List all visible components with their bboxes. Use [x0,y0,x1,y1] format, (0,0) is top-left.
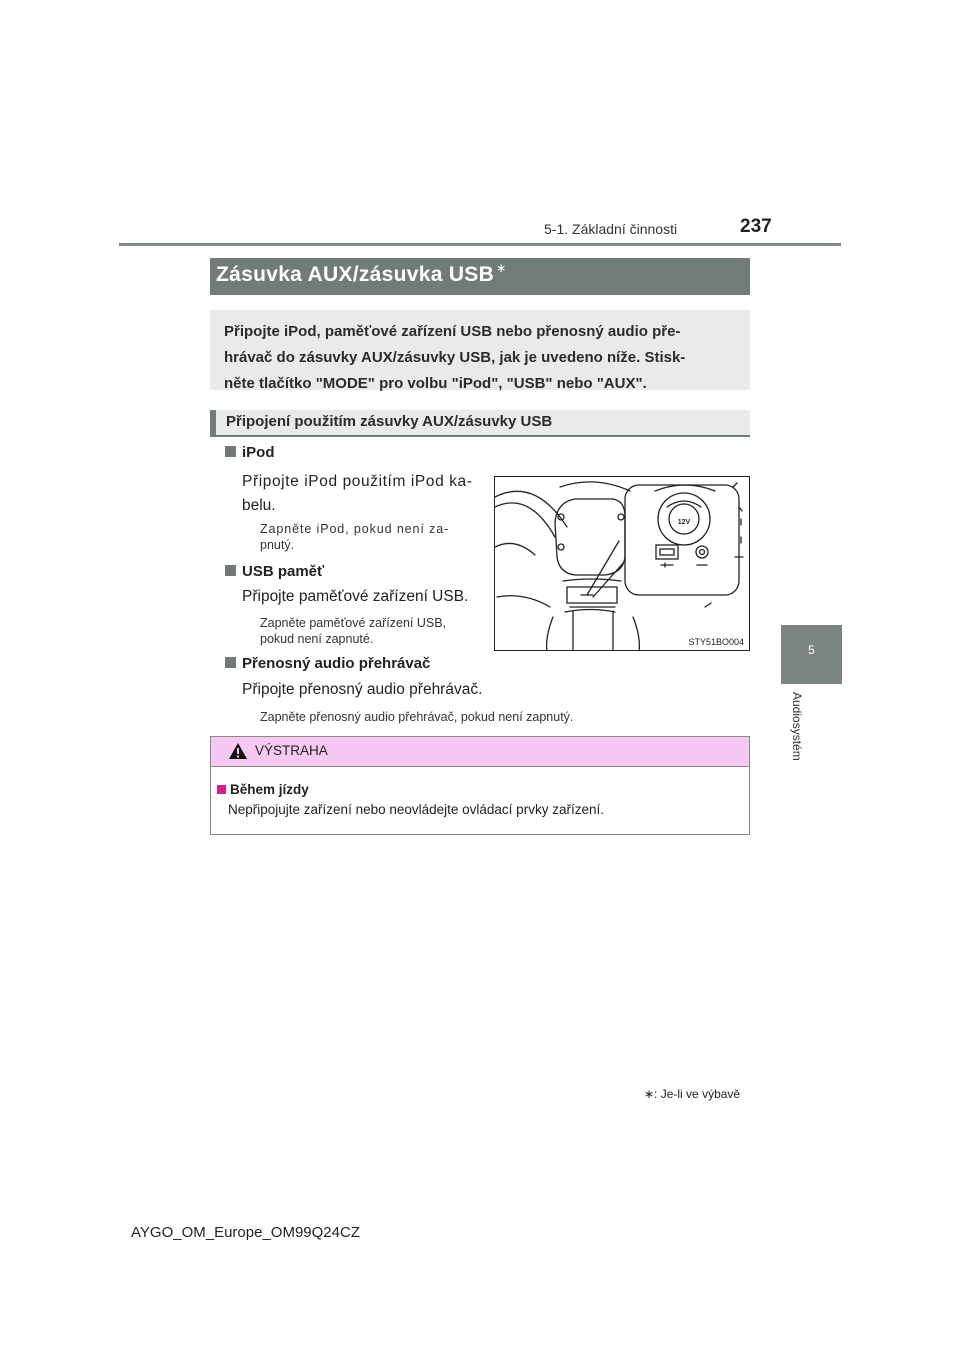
socket-12v-label: 12V [677,519,691,526]
running-header-section: 5-1. Základní činnosti [544,221,678,237]
warning-header [211,737,749,767]
square-bullet-icon [225,657,236,668]
item-note-usb [260,615,446,647]
item-text-portable-audio [242,678,482,702]
warning-box [210,736,750,835]
warning-text: Nepřipojujte zařízení nebo neovládejte ovládací prvky zařízení. [228,802,604,817]
intro-line: Připojte iPod, paměťové zařízení USB nebo přenosný audio pře- [224,323,681,340]
optional-equipment-marker: ∗ [496,261,507,275]
intro-box [210,310,750,390]
chapter-tab: 5 [781,625,842,684]
item-heading-portable-audio [225,655,430,672]
item-note-line: Zapněte iPod, pokud není za- [260,522,450,536]
item-text-ipod [242,470,473,518]
item-heading-text: USB paměť [242,563,325,580]
document-footer: AYGO_OM_Europe_OM99Q24CZ [131,1224,360,1241]
header-rule [119,243,841,246]
warning-title-text: Během jízdy [230,782,309,797]
intro-line: něte tlačítko "MODE" pro volbu "iPod", "USB" nebo "AUX". [224,375,647,392]
figure-code: STY51BO004 [688,637,744,647]
warning-triangle-icon [228,742,248,760]
item-heading-usb [225,563,324,580]
intro-line: hrávač do zásuvky AUX/zásuvky USB, jak je uvedeno níže. Stisk- [224,349,686,366]
item-text-line: belu. [242,497,276,514]
item-heading-text: iPod [242,444,275,461]
subheading: Připojení použitím zásuvky AUX/zásuvky USB [210,410,750,437]
item-note-ipod [260,521,449,553]
item-heading-ipod [225,444,275,461]
chapter-label: Audiosystém [790,692,804,761]
page-number: 237 [740,216,772,237]
warning-title [217,782,309,797]
dashboard-illustration [494,476,750,651]
square-bullet-icon [225,565,236,576]
item-note-line: Zapněte paměťové zařízení USB, [260,616,447,630]
item-text-usb [242,585,468,609]
item-heading-text: Přenosný audio přehrávač [242,655,431,672]
item-text-line: Připojte paměťové zařízení USB. [242,588,469,605]
warning-label: VÝSTRAHA [255,743,328,758]
square-bullet-icon [225,446,236,457]
item-note-line: pokud není zapnuté. [260,632,374,646]
dashboard-drawing [495,477,750,651]
section-title-bar [210,258,750,295]
item-note-line: Zapněte přenosný audio přehrávač, pokud není zapnutý. [260,710,574,724]
item-text-line: Připojte iPod použitím iPod ka- [242,473,473,490]
footnote: ∗: Je-li ve výbavě [644,1087,741,1101]
item-note-line: pnutý. [260,538,295,552]
square-bullet-icon [217,785,226,794]
item-text-line: Připojte přenosný audio přehrávač. [242,681,483,698]
section-title: Zásuvka AUX/zásuvka USB [216,263,495,286]
item-note-portable-audio [260,709,573,725]
